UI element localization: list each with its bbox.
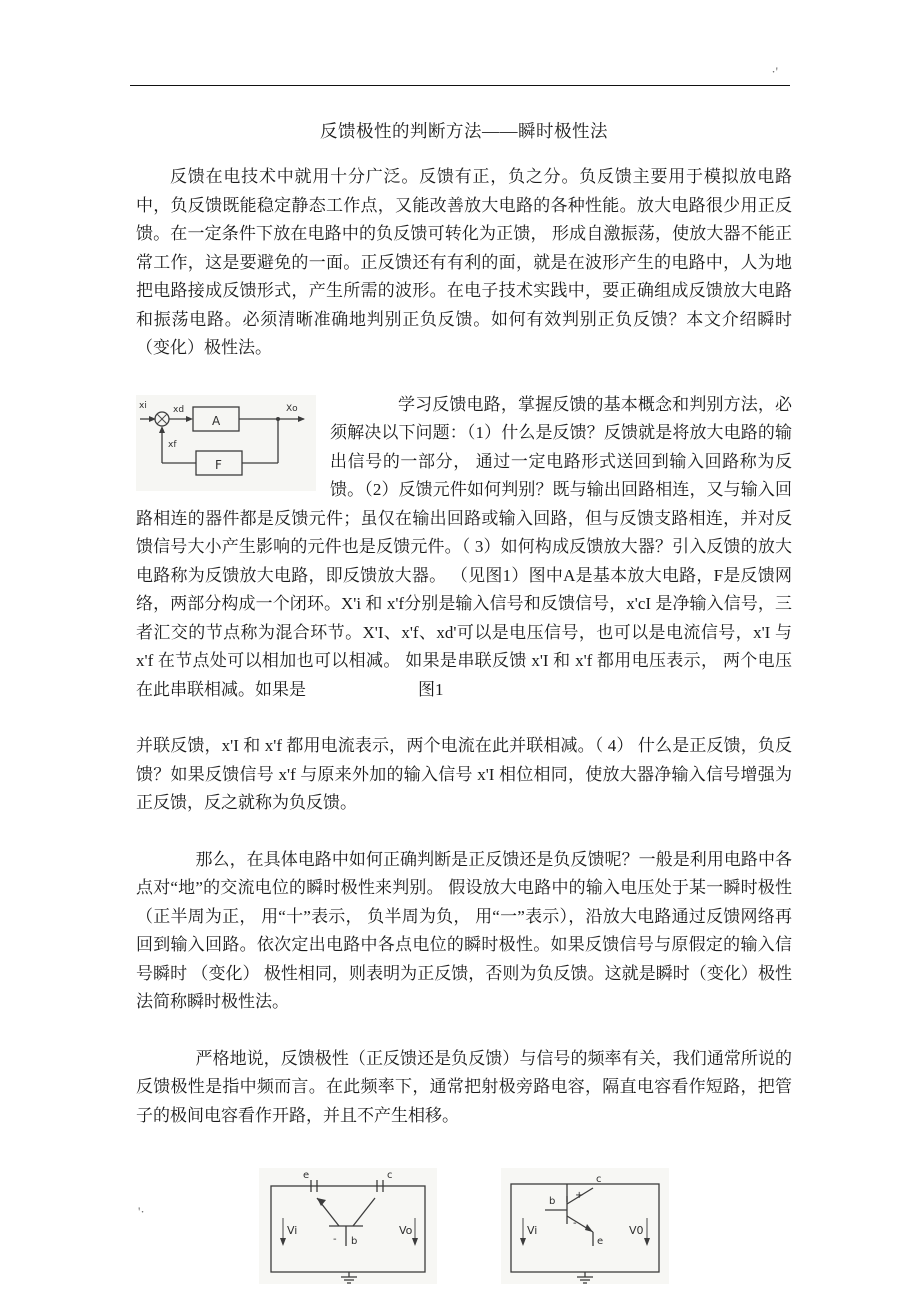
header-rule [130, 85, 790, 86]
left-b-label: b [351, 1236, 358, 1247]
feedback-block-diagram-drawing [136, 395, 316, 491]
paragraph-4: 那么，在具体电路中如何正确判断是正反馈还是负反馈呢？一般是利用电路中各点对“地”的交流电位的瞬时极性来判别。 假设放大电路中的输入电压处于某一瞬时极性 （正半周为正， 用“十”表示， 负半周为负， 用“一”表示），沿放大电路通过反馈网络再回到输入回路。依次定出电路中各点电位的瞬时极性。如果反馈信号与原假定的输入信号瞬时 （变化） 极性相同，则表明为正反馈，否则为负反馈。这就是瞬时（变化）极性法简称瞬时极性法。 [136, 849, 792, 1011]
document-page [136, 118, 792, 1284]
right-vo-label: V0 [629, 1224, 644, 1237]
xi-label: xi [139, 400, 147, 411]
right-minus-label: - [573, 1218, 577, 1229]
circuit-diagram-right [501, 1168, 669, 1284]
common-collector-circuit-drawing [501, 1168, 669, 1284]
left-vi-label: Vi [287, 1224, 298, 1237]
page-title: 反馈极性的判断方法——瞬时极性法 [320, 121, 608, 141]
right-plus-label: + [575, 1190, 584, 1201]
bottom-left-mark: '· [138, 1204, 145, 1219]
common-emitter-circuit-drawing [259, 1168, 437, 1284]
left-vo-label: Vo [399, 1224, 413, 1237]
paragraph-5: 严格地说，反馈极性（正反馈还是负反馈）与信号的频率有关，我们通常所说的反馈极性是指中频而言。在此频率下，通常把射极旁路电容，隔直电容看作短路，把管子的极间电容看作开路，并且不产生相移。 [136, 1048, 792, 1125]
circuit-diagram-left [259, 1168, 437, 1284]
bottom-figures-row [136, 1168, 792, 1284]
block-f-label: F [215, 457, 222, 472]
left-c-label: c [387, 1170, 393, 1181]
xf-label: xf [168, 439, 177, 450]
right-c-label: c [596, 1174, 602, 1185]
right-e-label: e [597, 1236, 604, 1247]
paragraph-3: 并联反馈，x'I 和 x'f 都用电流表示，两个电流在此并联相减。（ 4） 什么是正反馈，负反馈？如果反馈信号 x'f 与原来外加的输入信号 x'I 相位相同，使放大器净输入信号增强为正反馈，反之就称为负反馈。 [136, 736, 792, 812]
right-b-label: b [549, 1196, 556, 1207]
paragraph-2-block [136, 391, 792, 733]
left-minus-label: - [333, 1234, 337, 1245]
right-vi-label: Vi [527, 1224, 538, 1237]
figure1-caption: 图1 [418, 679, 444, 699]
figure1-block-diagram [136, 395, 316, 491]
left-e-label: e [303, 1170, 310, 1181]
block-a-label: A [212, 413, 221, 428]
paragraph-2-text: 学习反馈电路，掌握反馈的基本概念和判别方法，必须解决以下问题：（1）什么是反馈？反馈就是将放大电路的输出信号的一部分， 通过一定电路形式送回到输入回路称为反馈。（2）反馈元件如何判别？既与输出回路相连，又与输入回路相连的器件都是反馈元件；虽仅在输出回路或输入回路，但与反馈支路相连，并对反馈信号大小产生影响的元件也是反馈元件。（ 3）如何构成反馈放大器？引入反馈的放大电路称为反馈放大电路，即反馈放大器。 （见图1）图中A是基本放大电路，F是反馈网络，两部分构成一个闭环。X'i 和 x'f分别是输入信号和反馈信号，x'cI 是净输入信号，三者汇交的节点称为混合环节。X'I、x'f、xd'可以是电压信号，也可以是电流信号，x'I 与 x'f 在节点处可以相加也可以相减。 如果是串联反馈 x'I 和 x'f 都用电压表示， 两个电压在此串联相减。如果是 [136, 394, 792, 699]
xd-label: xd [173, 404, 185, 415]
top-right-mark: ·' [771, 64, 778, 79]
paragraph-1: 反馈在电技术中就用十分广泛。反馈有正，负之分。负反馈主要用于模拟放电路中，负反馈既能稳定静态工作点，又能改善放大电路的各种性能。放大电路很少用正反馈。在一定条件下放在电路中的负反馈可转化为正馈， 形成自激振荡，使放大器不能正常工作，这是要避免的一面。正反馈还有有利的面，就是在波形产生的电路中，人为地把电路接成反馈形式，产生所需的波形。在电子技术实践中，要正确组成反馈放大电路和振荡电路。必须清晰准确地判别正负反馈。如何有效判别正负反馈？本文介绍瞬时（变化）极性法。 [136, 167, 792, 357]
xo-label: Xo [286, 403, 298, 414]
